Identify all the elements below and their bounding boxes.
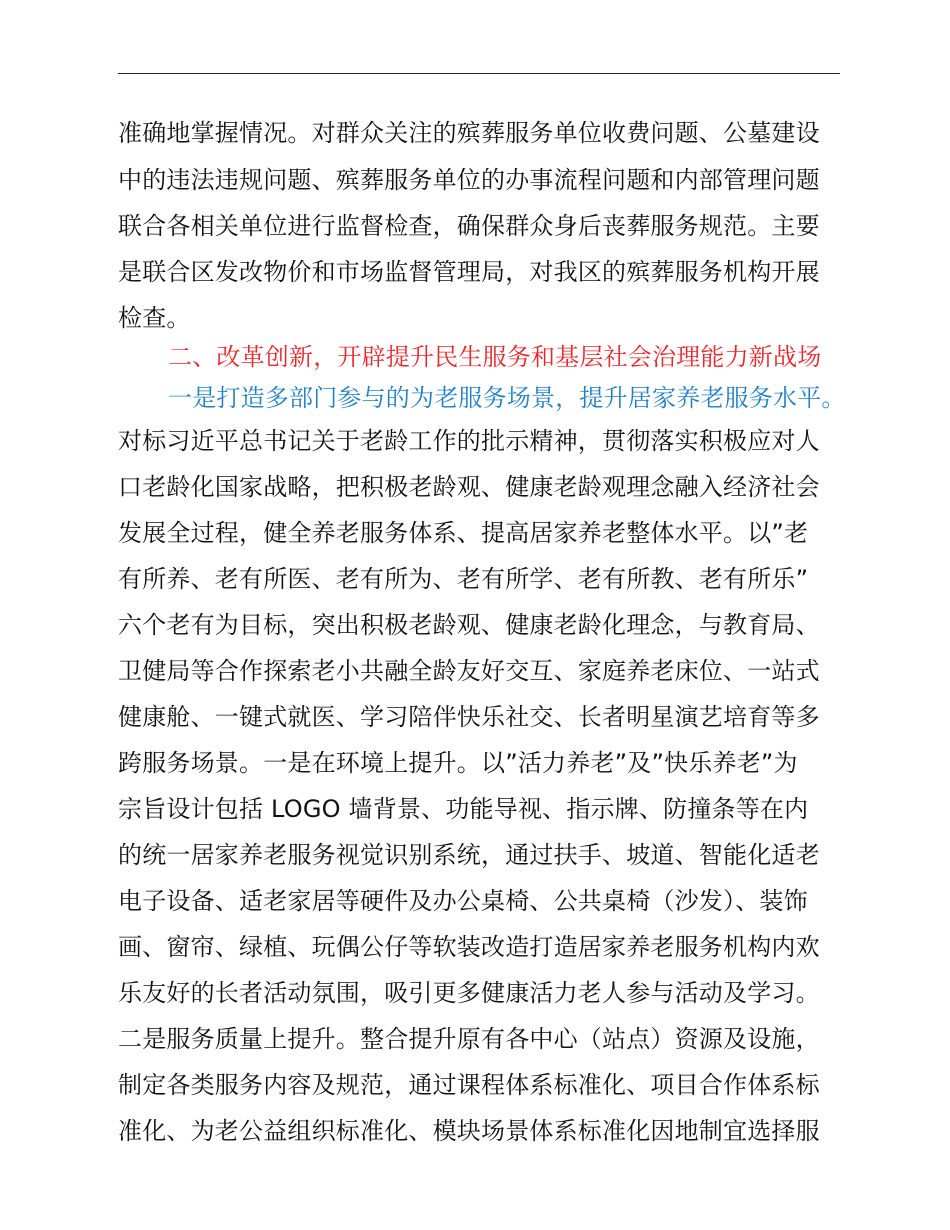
paragraph-line: 卫健局等合作探索老小共融全龄友好交互、家庭养老床位、一站式 (118, 657, 820, 685)
paragraph-line: 的统一居家养老服务视觉识别系统，通过扶手、坡道、智能化适老 (118, 841, 820, 869)
paragraph-line: 宗旨设计包括 LOGO 墙背景、功能导视、指示牌、防撞条等在内 (118, 795, 809, 823)
paragraph-line: 中的违法违规问题、殡葬服务单位的办事流程问题和内部管理问题 (118, 166, 820, 194)
paragraph-line: 跨服务场景。一是在环境上提升。以”活力养老”及”快乐养老”为 (118, 749, 798, 777)
paragraph-line: 六个老有为目标，突出积极老龄观、健康老龄化理念，与教育局、 (118, 611, 820, 639)
paragraph-line: 二是服务质量上提升。整合提升原有各中心（站点）资源及设施， (118, 1025, 820, 1053)
paragraph-line: 联合各相关单位进行监督检查，确保群众身后丧葬服务规范。主要 (118, 212, 820, 240)
paragraph-line: 制定各类服务内容及规范，通过课程体系标准化、项目合作体系标 (118, 1071, 820, 1099)
paragraph-line: 画、窗帘、绿植、玩偶公仔等软装改造打造居家养老服务机构内欢 (118, 933, 820, 961)
paragraph-line: 是联合区发改物价和市场监督管理局，对我区的殡葬服务机构开展 (118, 258, 820, 286)
paragraph-line: 电子设备、适老家居等硬件及办公桌椅、公共桌椅（沙发）、装饰 (118, 887, 808, 915)
paragraph-line: 检查。 (118, 304, 191, 332)
paragraph-line: 有所养、老有所医、老有所为、老有所学、老有所教、老有所乐” (118, 565, 809, 593)
paragraph-line: 准确地掌握情况。对群众关注的殡葬服务单位收费问题、公墓建设 (118, 119, 820, 147)
paragraph-line: 对标习近平总书记关于老龄工作的批示精神，贯彻落实积极应对人 (118, 427, 820, 455)
paragraph-line: 发展全过程，健全养老服务体系、提高居家养老整体水平。以”老 (118, 519, 809, 547)
subsection-heading: 一是打造多部门参与的为老服务场景，提升居家养老服务水平。 (168, 384, 846, 412)
paragraph-line: 准化、为老公益组织标准化、模块场景体系标准化因地制宜选择服 (118, 1117, 820, 1145)
paragraph-line: 口老龄化国家战略，把积极老龄观、健康老龄观理念融入经济社会 (118, 473, 820, 501)
header-rule (118, 73, 840, 74)
paragraph-line: 乐友好的长者活动氛围，吸引更多健康活力老人参与活动及学习。 (118, 979, 820, 1007)
section-heading: 二、改革创新，开辟提升民生服务和基层社会治理能力新战场 (168, 343, 822, 371)
paragraph-line: 健康舱、一键式就医、学习陪伴快乐社交、长者明星演艺培育等多 (118, 703, 820, 731)
